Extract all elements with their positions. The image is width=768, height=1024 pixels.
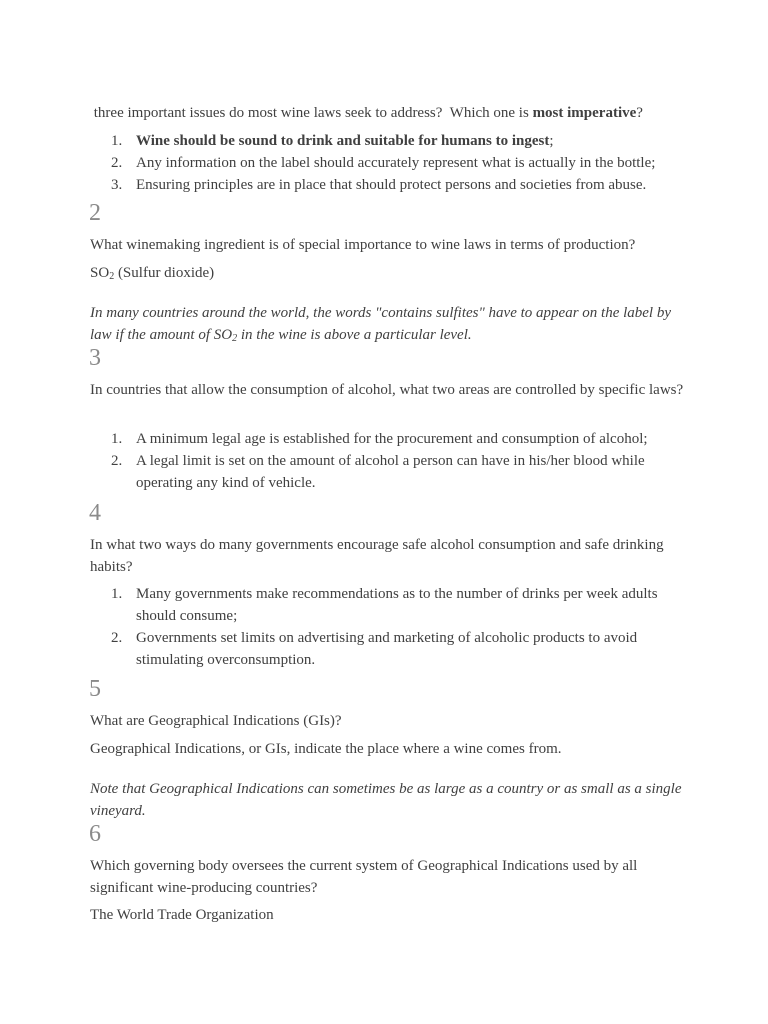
q5-answer: Geographical Indications, or GIs, indicate the place where a wine comes from. <box>90 741 562 757</box>
question-number-4: 4 <box>89 500 101 526</box>
q2-answer <box>90 262 690 284</box>
list-number: 1. <box>111 133 123 149</box>
list-number: 1. <box>111 431 123 447</box>
q3-answer-list <box>90 428 680 494</box>
q5-question: What are Geographical Indications (GIs)? <box>90 713 342 729</box>
q2-answer-formula: SO <box>90 265 110 281</box>
q4-answer-list <box>90 583 680 671</box>
list-item <box>90 174 680 196</box>
list-item-text: A legal limit is set on the amount of alcohol a person can have in his/her blood while operating any kind of vehicle. <box>136 453 645 491</box>
question-number-6: 6 <box>89 821 101 847</box>
q1-question-emphasis: most imperative <box>532 105 637 121</box>
q2-note-end: in the wine is above a particular level. <box>237 327 472 343</box>
list-item <box>90 152 680 174</box>
q2-answer-subscript: 2 <box>109 271 115 282</box>
q1-question-text: three important issues do most wine laws seek to address? Which one is <box>90 105 533 121</box>
q5-note: Note that Geographical Indications can sometimes be as large as a country or as small as a single vineyard. <box>90 781 682 819</box>
list-number: 2. <box>111 155 123 171</box>
q3-question: In countries that allow the consumption of alcohol, what two areas are controlled by specific laws? <box>90 382 684 398</box>
q2-note-text: In many countries around the world, the words "contains sulfites" have to appear on the label by law if the amount of SO <box>90 305 672 343</box>
list-item <box>90 428 680 450</box>
q6-answer: The World Trade Organization <box>90 907 274 923</box>
q2-note-subscript: 2 <box>232 333 238 344</box>
q2-question: What winemaking ingredient is of special importance to wine laws in terms of production? <box>90 237 636 253</box>
q1-answer-list <box>90 130 680 196</box>
list-item-text: Many governments make recommendations as to the number of drinks per week adults should consume; <box>136 586 658 624</box>
q1-question <box>90 102 690 124</box>
question-number-3: 3 <box>89 345 101 371</box>
list-item <box>90 627 680 671</box>
list-item-text: ; <box>549 133 554 149</box>
list-item-bold: Wine should be sound to drink and suitable for humans to ingest <box>136 133 550 149</box>
list-number: 3. <box>111 177 123 193</box>
list-item <box>90 583 680 627</box>
list-item <box>90 130 680 152</box>
list-item-text: Ensuring principles are in place that should protect persons and societies from abuse. <box>136 177 647 193</box>
list-item-text: Any information on the label should accurately represent what is actually in the bottle; <box>136 155 656 171</box>
q2-note <box>90 302 690 346</box>
list-item-text: Governments set limits on advertising and marketing of alcoholic products to avoid stimulating overconsumption. <box>136 630 638 668</box>
list-number: 2. <box>111 630 123 646</box>
q6-question: Which governing body oversees the current system of Geographical Indications used by all significant wine-producing countries? <box>90 858 638 896</box>
list-number: 2. <box>111 453 123 469</box>
q1-question-end: ? <box>636 105 643 121</box>
q4-question: In what two ways do many governments encourage safe alcohol consumption and safe drinking habits? <box>90 537 664 575</box>
q2-answer-rest: (Sulfur dioxide) <box>114 265 215 281</box>
question-number-2: 2 <box>89 200 101 226</box>
list-item <box>90 450 680 494</box>
question-number-5: 5 <box>89 676 101 702</box>
list-item-text: A minimum legal age is established for the procurement and consumption of alcohol; <box>136 431 648 447</box>
list-number: 1. <box>111 586 123 602</box>
